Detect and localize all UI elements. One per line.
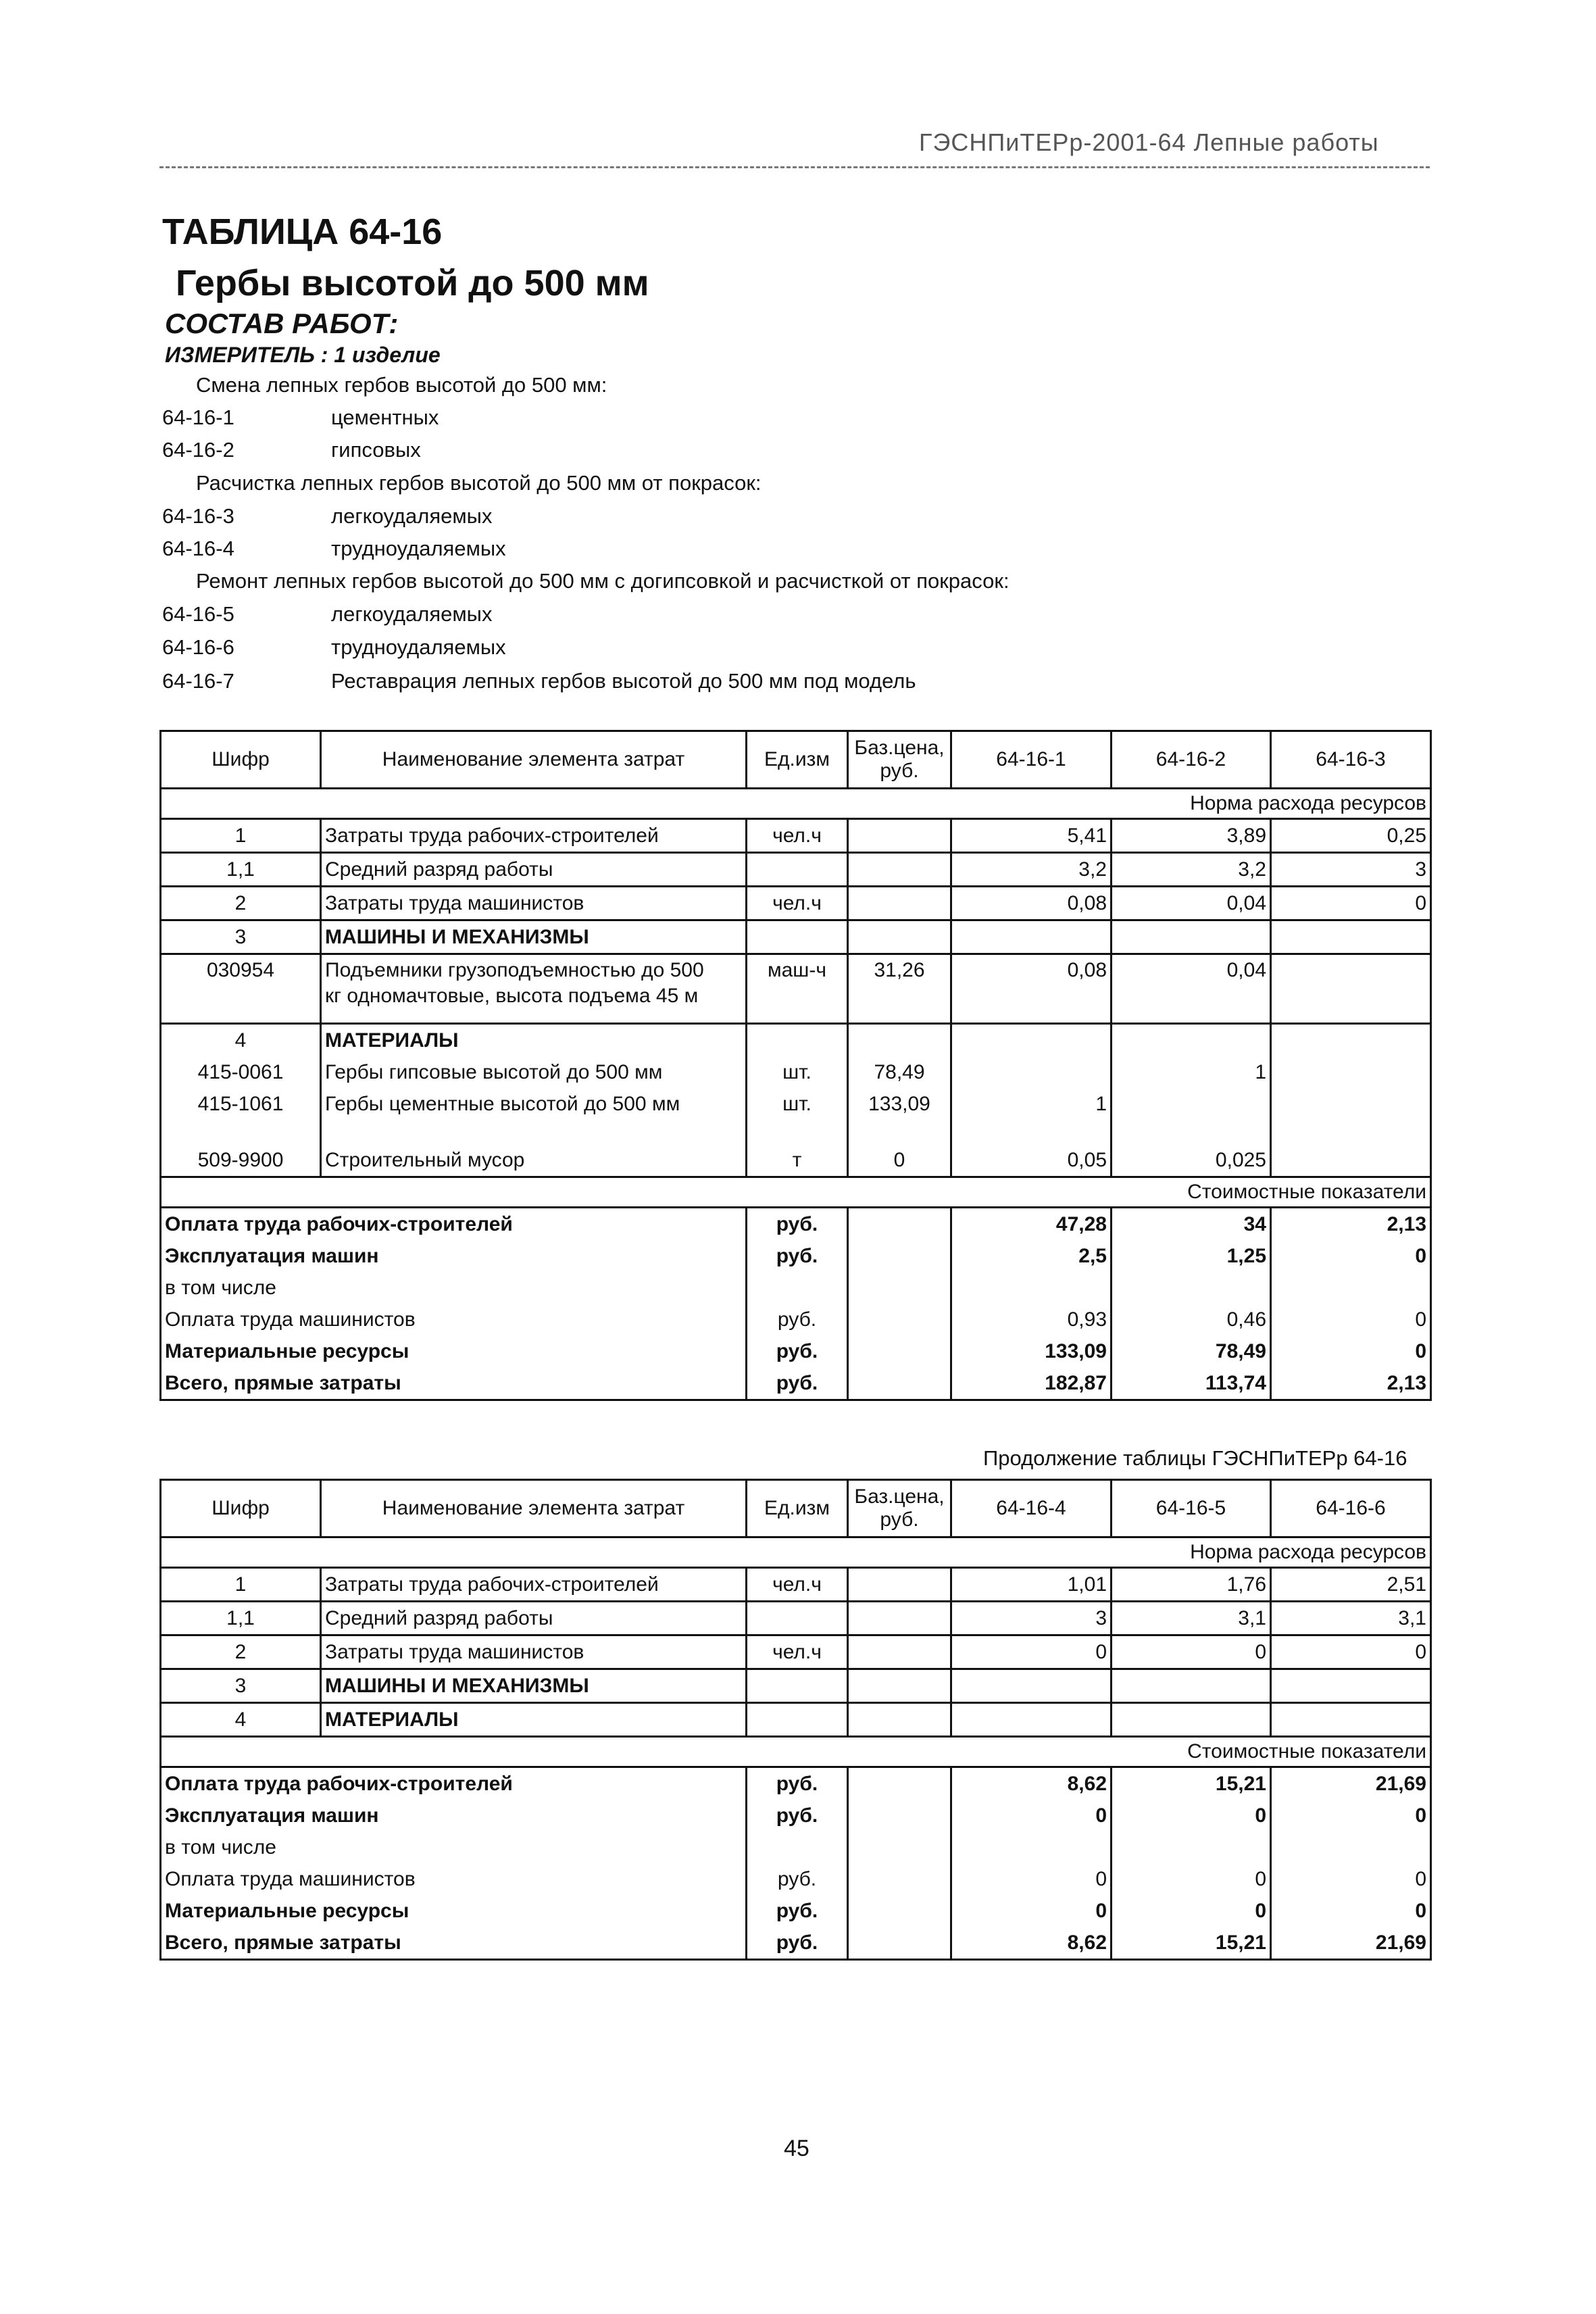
row-name: Строительный мусор: [321, 1144, 747, 1177]
cost-unit: руб.: [747, 1863, 848, 1895]
row-value: 0,08: [951, 954, 1112, 1024]
col-unit-header: Ед.изм: [747, 731, 848, 789]
row-code: 2: [161, 1635, 321, 1669]
work-group-heading: Ремонт лепных гербов высотой до 500 мм с догипсовкой и расчисткой от покрасок:: [196, 569, 1009, 593]
row-value: 0: [1271, 1635, 1431, 1669]
table-row: [161, 853, 1431, 887]
cost-name: Оплата труда машинистов: [161, 1863, 747, 1895]
section-row: [161, 1024, 1431, 1057]
col-norm-1-header: 64-16-4: [951, 1480, 1112, 1537]
row-value: 1,76: [1112, 1568, 1271, 1602]
col-unit-header: Ед.изм: [747, 1480, 848, 1537]
row-name: Гербы цементные высотой до 500 мм: [321, 1088, 747, 1120]
row-value: 0,05: [951, 1144, 1112, 1177]
table-row: [161, 1568, 1431, 1602]
cost-name: Оплата труда машинистов: [161, 1304, 747, 1335]
cost-unit: руб.: [747, 1304, 848, 1335]
row-code: 4: [161, 1024, 321, 1057]
cost-value: 0: [1271, 1863, 1431, 1895]
row-value: [1112, 1088, 1271, 1120]
row-code: 415-0061: [161, 1056, 321, 1088]
col-price-header: [848, 731, 951, 789]
cost-value: 2,5: [951, 1240, 1112, 1272]
row-unit: чел.ч: [747, 819, 848, 853]
row-value: 3,2: [951, 853, 1112, 887]
cost-value: 0: [1112, 1800, 1271, 1831]
row-unit: чел.ч: [747, 1568, 848, 1602]
row-code: 030954: [161, 954, 321, 1024]
col-code-header: Шифр: [161, 1480, 321, 1537]
cost-name: Эксплуатация машин: [161, 1800, 747, 1831]
cost-indicators-label: Стоимостные показатели: [161, 1737, 1431, 1767]
cost-indicators-label: Стоимостные показатели: [161, 1177, 1431, 1208]
norma-label: Норма расхода ресурсов: [161, 789, 1431, 819]
row-value: 3,1: [1112, 1602, 1271, 1635]
row-code: 1,1: [161, 1602, 321, 1635]
cost-row: [161, 1335, 1431, 1367]
row-value: 0,04: [1112, 887, 1271, 920]
row-unit: маш-ч: [747, 954, 848, 1024]
row-value: 1: [1112, 1056, 1271, 1088]
cost-name: Эксплуатация машин: [161, 1240, 747, 1272]
cost-name: Оплата труда рабочих-строителей: [161, 1767, 747, 1800]
cost-value: 8,62: [951, 1927, 1112, 1960]
table-row: [161, 1056, 1431, 1088]
cost-value: 182,87: [951, 1367, 1112, 1400]
row-name-line1: Подъемники грузоподъемностью до 500: [325, 959, 704, 981]
cost-row: [161, 1863, 1431, 1895]
work-text: легкоудаляемых: [331, 504, 493, 528]
cost-row: [161, 1272, 1431, 1304]
cost-name: Материальные ресурсы: [161, 1335, 747, 1367]
row-value: 2,51: [1271, 1568, 1431, 1602]
cost-value: 2,13: [1271, 1208, 1431, 1241]
cost-row: [161, 1927, 1431, 1960]
row-name: Средний разряд работы: [321, 853, 747, 887]
col-code-header: Шифр: [161, 731, 321, 789]
row-value: 1: [951, 1088, 1112, 1120]
cost-row: [161, 1800, 1431, 1831]
row-name: Средний разряд работы: [321, 1602, 747, 1635]
cost-unit: руб.: [747, 1240, 848, 1272]
row-unit: [747, 853, 848, 887]
cost-name: Оплата труда рабочих-строителей: [161, 1208, 747, 1241]
work-text: Реставрация лепных гербов высотой до 500 мм под модель: [331, 669, 916, 693]
work-text: гипсовых: [331, 438, 421, 462]
price-header-line1: Баз.цена,: [854, 1485, 945, 1508]
cost-value: 21,69: [1271, 1767, 1431, 1800]
resource-table-1: [159, 730, 1432, 1401]
col-norm-3-header: 64-16-6: [1271, 1480, 1431, 1537]
section-row: [161, 1669, 1431, 1703]
cost-value: 15,21: [1112, 1767, 1271, 1800]
work-code: 64-16-5: [162, 602, 234, 626]
cost-name: Материальные ресурсы: [161, 1895, 747, 1927]
cost-row: [161, 1895, 1431, 1927]
work-group-heading: Смена лепных гербов высотой до 500 мм:: [196, 373, 607, 397]
cost-value: 0: [951, 1895, 1112, 1927]
cost-indicators-row: [161, 1177, 1431, 1208]
cost-unit: руб.: [747, 1208, 848, 1241]
cost-name: Всего, прямые затраты: [161, 1927, 747, 1960]
work-group-heading: Расчистка лепных гербов высотой до 500 мм от покрасок:: [196, 471, 762, 495]
work-composition-heading: СОСТАВ РАБОТ:: [165, 307, 399, 339]
cost-value: 1,25: [1112, 1240, 1271, 1272]
col-price-header: [848, 1480, 951, 1537]
work-code: 64-16-7: [162, 669, 234, 693]
row-name: Затраты труда машинистов: [321, 1635, 747, 1669]
cost-row: [161, 1240, 1431, 1272]
table-row: [161, 1144, 1431, 1177]
col-norm-2-header: 64-16-5: [1112, 1480, 1271, 1537]
cost-value: 0,93: [951, 1304, 1112, 1335]
page-number: 45: [784, 2136, 809, 2161]
row-value: 3,89: [1112, 819, 1271, 853]
work-code: 64-16-2: [162, 438, 234, 462]
row-value: [1271, 1056, 1431, 1088]
row-code: 509-9900: [161, 1144, 321, 1177]
section-title: МАШИНЫ И МЕХАНИЗМЫ: [321, 920, 747, 954]
row-value: 0,25: [1271, 819, 1431, 853]
col-norm-3-header: 64-16-3: [1271, 731, 1431, 789]
row-name: Гербы гипсовые высотой до 500 мм: [321, 1056, 747, 1088]
cost-row: [161, 1767, 1431, 1800]
row-value: 3,1: [1271, 1602, 1431, 1635]
cost-unit: руб.: [747, 1800, 848, 1831]
cost-unit: руб.: [747, 1767, 848, 1800]
row-name: Затраты труда рабочих-строителей: [321, 1568, 747, 1602]
cost-value: 0,46: [1112, 1304, 1271, 1335]
section-title: МАШИНЫ И МЕХАНИЗМЫ: [321, 1669, 747, 1703]
row-unit: [747, 1602, 848, 1635]
table-row: [161, 887, 1431, 920]
row-code: 3: [161, 1669, 321, 1703]
row-value: 3: [951, 1602, 1112, 1635]
cost-value: 0: [1271, 1335, 1431, 1367]
cost-row: [161, 1831, 1431, 1863]
cost-value: 21,69: [1271, 1927, 1431, 1960]
price-header-line1: Баз.цена,: [854, 737, 945, 759]
row-unit: шт.: [747, 1056, 848, 1088]
row-value: 0,08: [951, 887, 1112, 920]
cost-value: 0: [1271, 1304, 1431, 1335]
row-price: 0: [848, 1144, 951, 1177]
table-row: [161, 1635, 1431, 1669]
price-header-line2: руб.: [880, 760, 919, 782]
work-text: легкоудаляемых: [331, 602, 493, 626]
row-unit: чел.ч: [747, 1635, 848, 1669]
cost-value: 8,62: [951, 1767, 1112, 1800]
col-name-header: Наименование элемента затрат: [321, 1480, 747, 1537]
section-title: МАТЕРИАЛЫ: [321, 1703, 747, 1737]
table-row: [161, 1602, 1431, 1635]
row-value: [951, 1056, 1112, 1088]
section-row: [161, 1703, 1431, 1737]
continuation-title: Продолжение таблицы ГЭСНПиТЕРр 64-16: [983, 1446, 1407, 1470]
row-price: [848, 853, 951, 887]
work-code: 64-16-6: [162, 635, 234, 659]
col-norm-1-header: 64-16-1: [951, 731, 1112, 789]
row-code: 1: [161, 1568, 321, 1602]
cost-row: [161, 1367, 1431, 1400]
table-row: [161, 819, 1431, 853]
row-price: [848, 819, 951, 853]
row-code: 4: [161, 1703, 321, 1737]
row-name: Затраты труда машинистов: [321, 887, 747, 920]
row-price: 78,49: [848, 1056, 951, 1088]
cost-value: 0: [1271, 1800, 1431, 1831]
cost-name: в том числе: [161, 1272, 747, 1304]
table-row: [161, 954, 1431, 1024]
cost-indicators-row: [161, 1737, 1431, 1767]
cost-value: 0: [951, 1863, 1112, 1895]
work-text: трудноудаляемых: [331, 537, 506, 560]
norma-row: [161, 789, 1431, 819]
cost-value: 0: [951, 1800, 1112, 1831]
row-name: Затраты труда рабочих-строителей: [321, 819, 747, 853]
cost-row: [161, 1304, 1431, 1335]
row-code: 1: [161, 819, 321, 853]
row-code: 2: [161, 887, 321, 920]
row-price: 133,09: [848, 1088, 951, 1120]
row-value: [1271, 954, 1431, 1024]
norma-label: Норма расхода ресурсов: [161, 1537, 1431, 1568]
running-header: ГЭСНПиТЕРр-2001-64 Лепные работы: [919, 128, 1379, 156]
row-unit: чел.ч: [747, 887, 848, 920]
table-header-row: [161, 731, 1431, 789]
cost-unit: руб.: [747, 1367, 848, 1400]
row-code: 415-1061: [161, 1088, 321, 1120]
cost-value: 2,13: [1271, 1367, 1431, 1400]
header-rule: [159, 166, 1430, 168]
price-header-line2: руб.: [880, 1508, 919, 1531]
row-unit: шт.: [747, 1088, 848, 1120]
norma-row: [161, 1537, 1431, 1568]
col-norm-2-header: 64-16-2: [1112, 731, 1271, 789]
work-text: трудноудаляемых: [331, 635, 506, 659]
work-text: цементных: [331, 405, 439, 429]
row-unit: т: [747, 1144, 848, 1177]
section-row: [161, 920, 1431, 954]
col-name-header: Наименование элемента затрат: [321, 731, 747, 789]
row-value: 3,2: [1112, 853, 1271, 887]
spacer-row: [161, 1120, 1431, 1144]
table-number: ТАБЛИЦА 64-16: [162, 212, 443, 252]
row-value: 3: [1271, 853, 1431, 887]
cost-row: [161, 1208, 1431, 1241]
work-code: 64-16-3: [162, 504, 234, 528]
row-value: 0: [951, 1635, 1112, 1669]
row-value: [1271, 1088, 1431, 1120]
row-value: 1,01: [951, 1568, 1112, 1602]
section-title: МАТЕРИАЛЫ: [321, 1024, 747, 1057]
row-name-line2: кг одномачтовые, высота подъема 45 м: [325, 985, 699, 1007]
row-value: 0,04: [1112, 954, 1271, 1024]
work-code: 64-16-1: [162, 405, 234, 429]
cost-value: 34: [1112, 1208, 1271, 1241]
table-row: [161, 1088, 1431, 1120]
cost-value: 0: [1112, 1863, 1271, 1895]
row-code: 3: [161, 920, 321, 954]
row-price: [848, 887, 951, 920]
cost-unit: руб.: [747, 1895, 848, 1927]
cost-value: 78,49: [1112, 1335, 1271, 1367]
cost-unit: руб.: [747, 1927, 848, 1960]
measurement-unit: ИЗМЕРИТЕЛЬ : 1 изделие: [165, 343, 441, 367]
cost-value: 133,09: [951, 1335, 1112, 1367]
cost-value: 0: [1271, 1240, 1431, 1272]
row-code: 1,1: [161, 853, 321, 887]
cost-unit: руб.: [747, 1335, 848, 1367]
cost-value: 47,28: [951, 1208, 1112, 1241]
row-name: [321, 954, 747, 1024]
table-name: Гербы высотой до 500 мм: [176, 263, 649, 303]
table-header-row: [161, 1480, 1431, 1537]
row-value: 0: [1271, 887, 1431, 920]
cost-value: 0: [1271, 1895, 1431, 1927]
work-code: 64-16-4: [162, 537, 234, 560]
cost-name: Всего, прямые затраты: [161, 1367, 747, 1400]
cost-name: в том числе: [161, 1831, 747, 1863]
row-price: 31,26: [848, 954, 951, 1024]
cost-value: 113,74: [1112, 1367, 1271, 1400]
row-value: 0,025: [1112, 1144, 1271, 1177]
cost-value: 0: [1112, 1895, 1271, 1927]
row-value: 5,41: [951, 819, 1112, 853]
row-value: [1271, 1144, 1431, 1177]
resource-table-2: [159, 1479, 1432, 1961]
cost-value: 15,21: [1112, 1927, 1271, 1960]
row-value: 0: [1112, 1635, 1271, 1669]
